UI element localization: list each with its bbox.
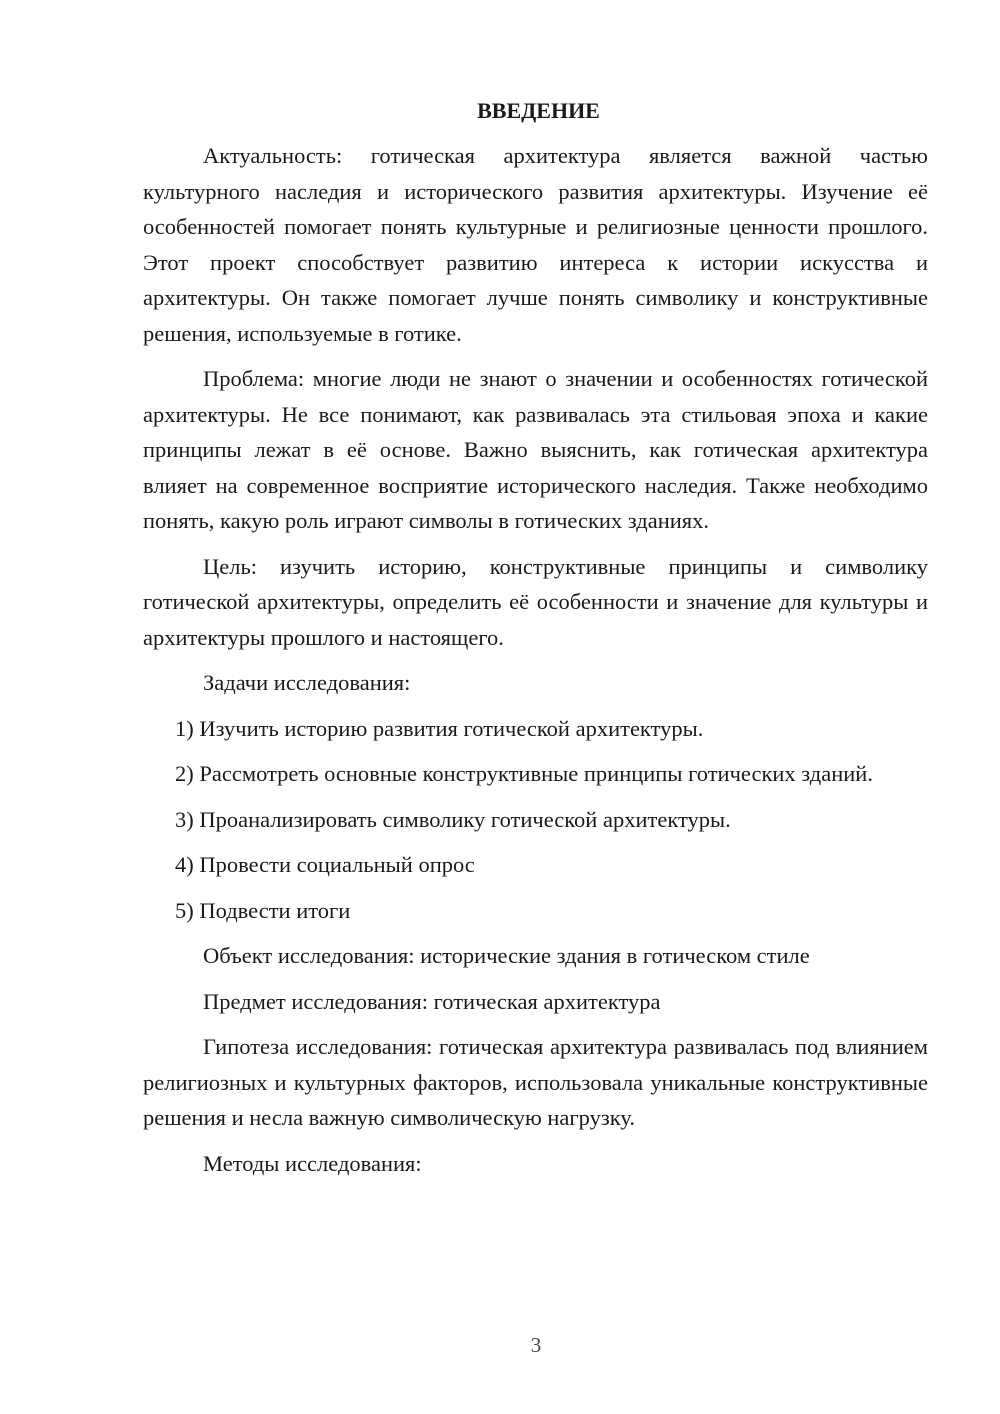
task-item-3: 3) Проанализировать символику готической архитектуры. (175, 806, 731, 832)
paragraph-problem: Проблема: многие люди не знают о значении и особенностях готической архитектуры. Не все понимают, как развивалась эта стильовая эпоха и какие принципы лежат в её основе. Важно выяснить, как готическая архитектура влияет на современное восприятие исторического наследия. Также необходимо понять, какую роль играют символы в готических зданиях. (143, 366, 928, 533)
research-subject: Предмет исследования: готическая архитектура (203, 988, 661, 1014)
task-item-2: 2) Рассмотреть основные конструктивные принципы готических зданий. (175, 761, 873, 786)
research-object: Объект исследования: исторические здания в готическом стиле (203, 943, 810, 968)
paragraph-relevance: Актуальность: готическая архитектура является важной частью культурного наследия и исторического развития архитектуры. Изучение её особенностей помогает понять культурные и религиозные ценности прошлого. Этот проект способствует развитию интереса к истории искусства и архитектуры. Он также помогает лучше понять символику и конструктивные решения, используемые в готике. (143, 143, 928, 346)
methods-title: Методы исследования: (203, 1150, 422, 1176)
task-item-1: 1) Изучить историю развития готической архитектуры. (175, 715, 704, 741)
page-number: 3 (530, 1333, 542, 1357)
tasks-title: Задачи исследования: (203, 670, 411, 695)
task-item-4: 4) Провести социальный опрос (175, 852, 475, 877)
page-body (143, 96, 928, 1191)
task-item-5: 5) Подвести итоги (175, 897, 351, 923)
paragraph-goal: Цель: изучить историю, конструктивные принципы и символику готической архитектуры, определить её особенности и значение для культуры и архитектуры прошлого и настоящего. (143, 553, 928, 650)
research-hypothesis: Гипотеза исследования: готическая архитектура развивалась под влиянием религиозных и культурных факторов, использовала уникальные конструктивные решения и несла важную символическую нагрузку. (143, 1034, 928, 1130)
section-heading: ВВЕДЕНИЕ (477, 98, 600, 123)
